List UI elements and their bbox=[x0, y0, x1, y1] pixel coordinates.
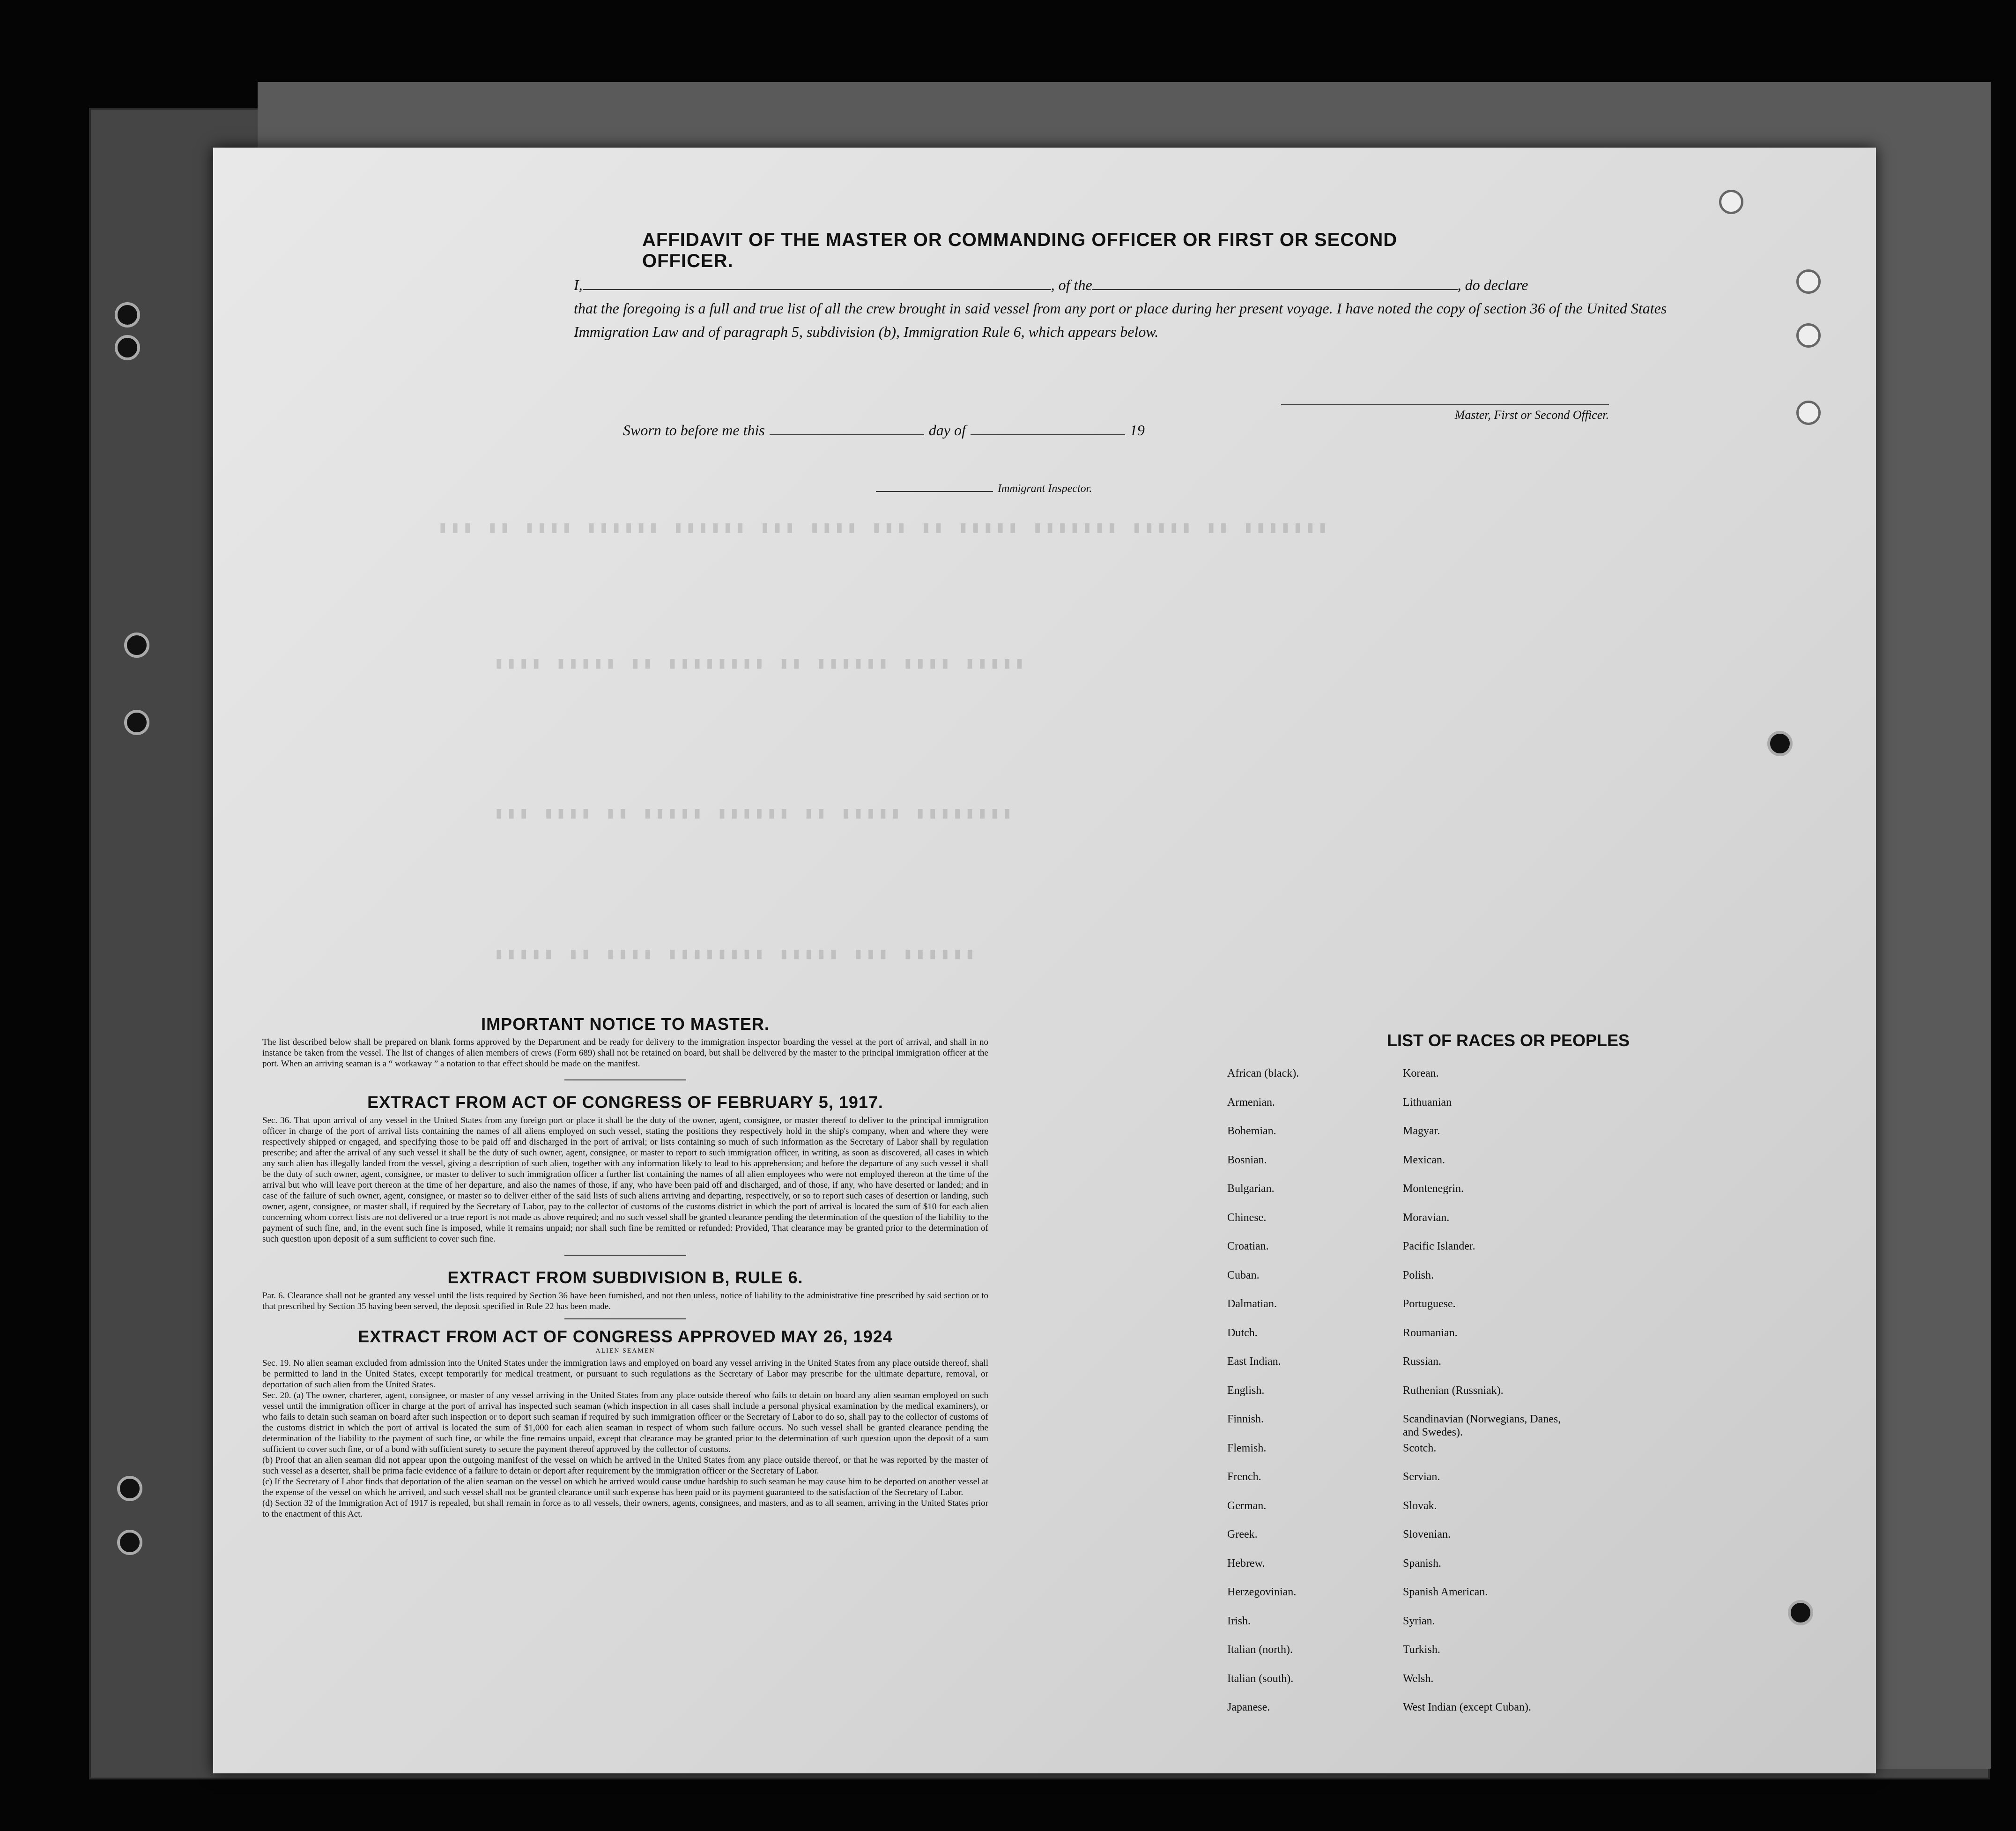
sworn-prefix: Sworn to before me this bbox=[623, 422, 765, 439]
binder-hole bbox=[115, 335, 140, 360]
race-item: Ruthenian (Russniak). bbox=[1403, 1384, 1504, 1397]
extract-1917-title: EXTRACT FROM ACT OF CONGRESS OF FEBRUARY 5, 1917. bbox=[367, 1093, 883, 1112]
sworn-month-blank[interactable] bbox=[971, 434, 1125, 435]
race-item: Pacific Islander. bbox=[1403, 1240, 1475, 1252]
race-item: Spanish. bbox=[1403, 1557, 1442, 1570]
inspector-signature-line bbox=[876, 483, 1157, 495]
race-item: Croatian. bbox=[1227, 1240, 1269, 1252]
race-item: French. bbox=[1227, 1471, 1261, 1483]
extract-1924-sec20a: Sec. 20. (a) The owner, charterer, agent, consignee, or master of any vessel arriving in the United States from any place outside thereof who fails to detain on board any alien seaman employed on such vessel until the immigration officer in charge at the port of arrival has inspected such seaman (which inspection in all cases shall include a personal physical examination by the medical examiners), or who fails to detain such seaman on board after such inspection or to deport such seaman if required by such immigration officer or the Secretary of Labor to do so, shall pay to the collector of customs of the customs district in which the port of arrival is located the sum of $1,000 for each alien seaman in respect of whom such failure occurs. No such vessel shall be granted clearance pending the determination of the liability to the payment of such fine, or while the fine remains unpaid, except that clearance may be granted prior to the determination of such question upon the deposit of a sum sufficient to cover such fine, or of a bond with sufficient surety to secure the payment thereof approved by the collector of customs. bbox=[262, 1391, 988, 1454]
vessel-name-blank[interactable] bbox=[1092, 289, 1458, 290]
sworn-line bbox=[623, 422, 1232, 439]
race-item: Spanish American. bbox=[1403, 1586, 1488, 1598]
bleed-through-text: ▮▮▮ ▮▮▮▮ ▮▮ ▮▮▮▮▮ ▮▮▮▮▮▮ ▮▮ ▮▮▮▮▮ ▮▮▮▮▮▮▮▮ bbox=[494, 805, 1015, 823]
race-item: Russian. bbox=[1403, 1355, 1442, 1368]
binder-hole bbox=[117, 1476, 142, 1501]
race-item: English. bbox=[1227, 1384, 1265, 1397]
race-item: Welsh. bbox=[1403, 1672, 1434, 1685]
extract-1917-text: Sec. 36. That upon arrival of any vessel in the United States from any foreign port or place it shall be the duty of the owner, agent, consignee, or master thereof to deliver to the principal immigration officer in charge of the port of arrival lists containing the names of all aliens employed on such vessel, stating the positions they respectively hold in the ship's company, when and where they were respectively shipped or engaged, and specifying those to be paid off and discharged in the port of arrival; or lists containing so much of such information as the Secretary of Labor shall by regulation prescribe; and after the arrival of any such vessel it shall be the duty of such owner, agent, consignee, or master to report to such immigration officer, in writing, as soon as discovered, all cases in which any such alien has illegally landed from the vessel, giving a description of such alien, together with any information likely to lead to his apprehension; and before the departure of any such vessel it shall be the duty of such owner, agent, consignee, or master to deliver to such immigration officer a further list containing the names of all alien employees who were not employed thereon at the time of the arrival but who will leave port thereon at the time of her departure, and also the names of those, if any, who have been paid off and discharged, and of those, if any, who have deserted or landed; and in case of the failure of such owner, agent, consignee, or master so to deliver either of the said lists of such aliens arriving and departing, respectively, or so to report such cases of desertion or landing, such owner, agent, consignee, or master shall, if required by the Secretary of Labor, pay to the collector of customs of the customs district in which the port of arrival is located the sum of $10 for each alien concerning whom correct lists are not delivered or a true report is not made as above required; and no such vessel shall be granted clearance pending the determination of the question of the liability to the payment of such fine, and, in the event such fine is imposed, while it remains unpaid; nor shall such fine be remitted or refunded: Provided, That clearance may be granted prior to the determination of such question upon deposit of a sum sufficient to cover such fine. bbox=[262, 1116, 988, 1244]
legal-notices-column bbox=[262, 1014, 988, 1519]
race-item: Magyar. bbox=[1403, 1125, 1440, 1137]
affidavit-body-text: that the foregoing is a full and true list of all the crew brought in said vessel from any port or place during her present voyage. I have noted the copy of section 36 of the United States Immigration Law and of paragraph 5, subdivision (b), Immigration Rule 6, which appears below. bbox=[574, 300, 1667, 340]
race-item: Mexican. bbox=[1403, 1154, 1445, 1166]
extract-1924-title: EXTRACT FROM ACT OF CONGRESS APPROVED MAY 26, 1924 bbox=[358, 1327, 893, 1346]
extract-1924-sec20c: (c) If the Secretary of Labor finds that deportation of the alien seaman on the vessel on which he arrived would cause undue hardship to such seaman he may cause him to be deported on another vessel at the expense of the vessel on which he arrived, and such vessel shall not be granted clearance until such expense has been paid or its payment guaranteed to the satisfaction of the Secretary of Labor. bbox=[262, 1477, 988, 1497]
sworn-year-label: 19 bbox=[1129, 422, 1145, 439]
race-item: Dalmatian. bbox=[1227, 1298, 1277, 1310]
bleed-through-text: ▮▮▮ ▮▮ ▮▮▮▮ ▮▮▮▮▮▮ ▮▮▮▮▮▮ ▮▮▮ ▮▮▮▮ ▮▮▮ ▮▮ ▮▮▮▮▮ ▮▮▮▮▮▮▮ ▮▮▮▮▮ ▮▮ ▮▮▮▮▮▮▮ bbox=[438, 520, 1330, 537]
officer-signature-line: Master, First or Second Officer. bbox=[1281, 404, 1609, 422]
bleed-through-text: ▮▮▮▮▮ ▮▮ ▮▮▮▮ ▮▮▮▮▮▮▮▮ ▮▮▮▮▮ ▮▮▮ ▮▮▮▮▮▮ bbox=[494, 946, 978, 964]
race-item: Syrian. bbox=[1403, 1615, 1435, 1627]
binder-hole bbox=[117, 1530, 142, 1555]
divider bbox=[564, 1079, 686, 1080]
race-item: Polish. bbox=[1403, 1269, 1434, 1281]
race-item: Bohemian. bbox=[1227, 1125, 1276, 1137]
punch-hole bbox=[1767, 731, 1793, 756]
race-item: Bulgarian. bbox=[1227, 1183, 1275, 1195]
race-item: Japanese. bbox=[1227, 1701, 1270, 1713]
binder-hole bbox=[124, 710, 149, 735]
race-item: Finnish. bbox=[1227, 1413, 1264, 1425]
divider bbox=[564, 1255, 686, 1256]
inspector-label: Immigrant Inspector. bbox=[998, 483, 1092, 495]
race-item: Hebrew. bbox=[1227, 1557, 1265, 1570]
race-item: Turkish. bbox=[1403, 1644, 1440, 1656]
race-item: Scotch. bbox=[1403, 1442, 1437, 1454]
race-item: Dutch. bbox=[1227, 1326, 1258, 1339]
races-left-column bbox=[1227, 1067, 1403, 1730]
document-page bbox=[213, 148, 1876, 1773]
sworn-day-blank[interactable] bbox=[770, 434, 924, 435]
race-item: Montenegrin. bbox=[1403, 1183, 1464, 1195]
race-item: Greek. bbox=[1227, 1528, 1258, 1541]
affidavit-statement bbox=[574, 273, 1707, 343]
affidavit-of-the-label: , of the bbox=[1051, 276, 1092, 293]
race-item: German. bbox=[1227, 1499, 1267, 1512]
race-item: Slovenian. bbox=[1403, 1528, 1451, 1541]
officer-name-blank[interactable] bbox=[583, 289, 1051, 290]
race-item: Chinese. bbox=[1227, 1211, 1267, 1224]
race-item: Irish. bbox=[1227, 1615, 1251, 1627]
race-item: Herzegovinian. bbox=[1227, 1586, 1297, 1598]
binder-hole bbox=[115, 302, 140, 327]
extract-rule6-text: Par. 6. Clearance shall not be granted any vessel until the lists required by Section 36 have been furnished, and not then unless, notice of liability to the administrative fine prescribed by said section or to that prescribed by Section 35 having been served, the deposit specified in Rule 22 has been made. bbox=[262, 1291, 988, 1311]
race-item: Roumanian. bbox=[1403, 1326, 1458, 1339]
extract-1924-subtitle: ALIEN SEAMEN bbox=[595, 1347, 655, 1355]
race-item: Cuban. bbox=[1227, 1269, 1260, 1281]
extract-1924-sec19: Sec. 19. No alien seaman excluded from admission into the United States under the immigration laws and employed on board any vessel arriving in the United States from any place outside thereof, shall be permitted to land in the United States, except temporarily for medical treatment, or pursuant to such regulations as the Secretary of Labor may prescribe for the ultimate departure, removal, or deportation of such alien from the United States. bbox=[262, 1358, 988, 1390]
race-item: East Indian. bbox=[1227, 1355, 1281, 1368]
races-grid bbox=[1227, 1067, 1836, 1730]
race-item: Slovak. bbox=[1403, 1499, 1437, 1512]
notice-title: IMPORTANT NOTICE TO MASTER. bbox=[481, 1014, 770, 1034]
race-item: Armenian. bbox=[1227, 1096, 1275, 1109]
race-item: Lithuanian bbox=[1403, 1096, 1452, 1109]
race-item: Korean. bbox=[1403, 1067, 1439, 1079]
affidavit-title: AFFIDAVIT OF THE MASTER OR COMMANDING OFFICER OR FIRST OR SECOND OFFICER. bbox=[642, 230, 1398, 271]
race-item: Italian (north). bbox=[1227, 1644, 1293, 1656]
extract-1924-sec20d: (d) Section 32 of the Immigration Act of 1917 is repealed, but shall remain in force as to all vessels, their owners, agents, consignees, and masters, and as to all seamen, arriving in the United States prior to the enactment of this Act. bbox=[262, 1498, 988, 1519]
inspector-signature-blank[interactable] bbox=[876, 491, 993, 492]
bleed-through-text: ▮▮▮▮ ▮▮▮▮▮ ▮▮ ▮▮▮▮▮▮▮▮ ▮▮ ▮▮▮▮▮▮ ▮▮▮▮ ▮▮▮▮▮ bbox=[494, 655, 1027, 673]
races-right-column bbox=[1403, 1067, 1609, 1730]
binder-hole bbox=[124, 633, 149, 658]
affidavit-i-label: I, bbox=[574, 276, 583, 293]
affidavit-declare-label: , do declare bbox=[1457, 276, 1528, 293]
affidavit-declaration-line bbox=[574, 273, 1707, 297]
race-item: Italian (south). bbox=[1227, 1672, 1294, 1685]
race-item: Bosnian. bbox=[1227, 1154, 1267, 1166]
extract-rule6-title: EXTRACT FROM SUBDIVISION B, RULE 6. bbox=[447, 1268, 803, 1287]
race-item: African (black). bbox=[1227, 1067, 1299, 1079]
race-item: Moravian. bbox=[1403, 1211, 1450, 1224]
affidavit-section bbox=[213, 148, 1876, 663]
races-list-section bbox=[1227, 1031, 1836, 1730]
extract-1924-sec20b: (b) Proof that an alien seaman did not appear upon the outgoing manifest of the vessel on which he arrived in the United States from any place outside thereof, or that he was reported by the master of such vessel as a deserter, shall be prima facie evidence of a failure to detain or deport after requirement by the immigration officer or the Secretary of Labor. bbox=[262, 1455, 988, 1476]
notice-text: The list described below shall be prepared on blank forms approved by the Department and be ready for delivery to the immigration inspector boarding the vessel at the port of arrival, and shall in no instance be taken from the vessel. The list of changes of alien members of crews (Form 689) shall not be retained on board, but shall be delivered by the master to the principal immigration officer at the port. When an arriving seaman is a “ workaway ” a notation to that effect should be made on the manifest. bbox=[262, 1037, 988, 1069]
sworn-day-of-label: day of bbox=[928, 422, 966, 439]
race-item: Servian. bbox=[1403, 1471, 1440, 1483]
race-item: West Indian (except Cuban). bbox=[1403, 1701, 1531, 1713]
race-item: Portuguese. bbox=[1403, 1298, 1456, 1310]
race-item: Flemish. bbox=[1227, 1442, 1267, 1454]
races-title: LIST OF RACES OR PEOPLES bbox=[1386, 1031, 1630, 1050]
race-item: Scandinavian (Norwegians, Danes, and Swedes). bbox=[1403, 1413, 1561, 1438]
divider bbox=[564, 1318, 686, 1319]
